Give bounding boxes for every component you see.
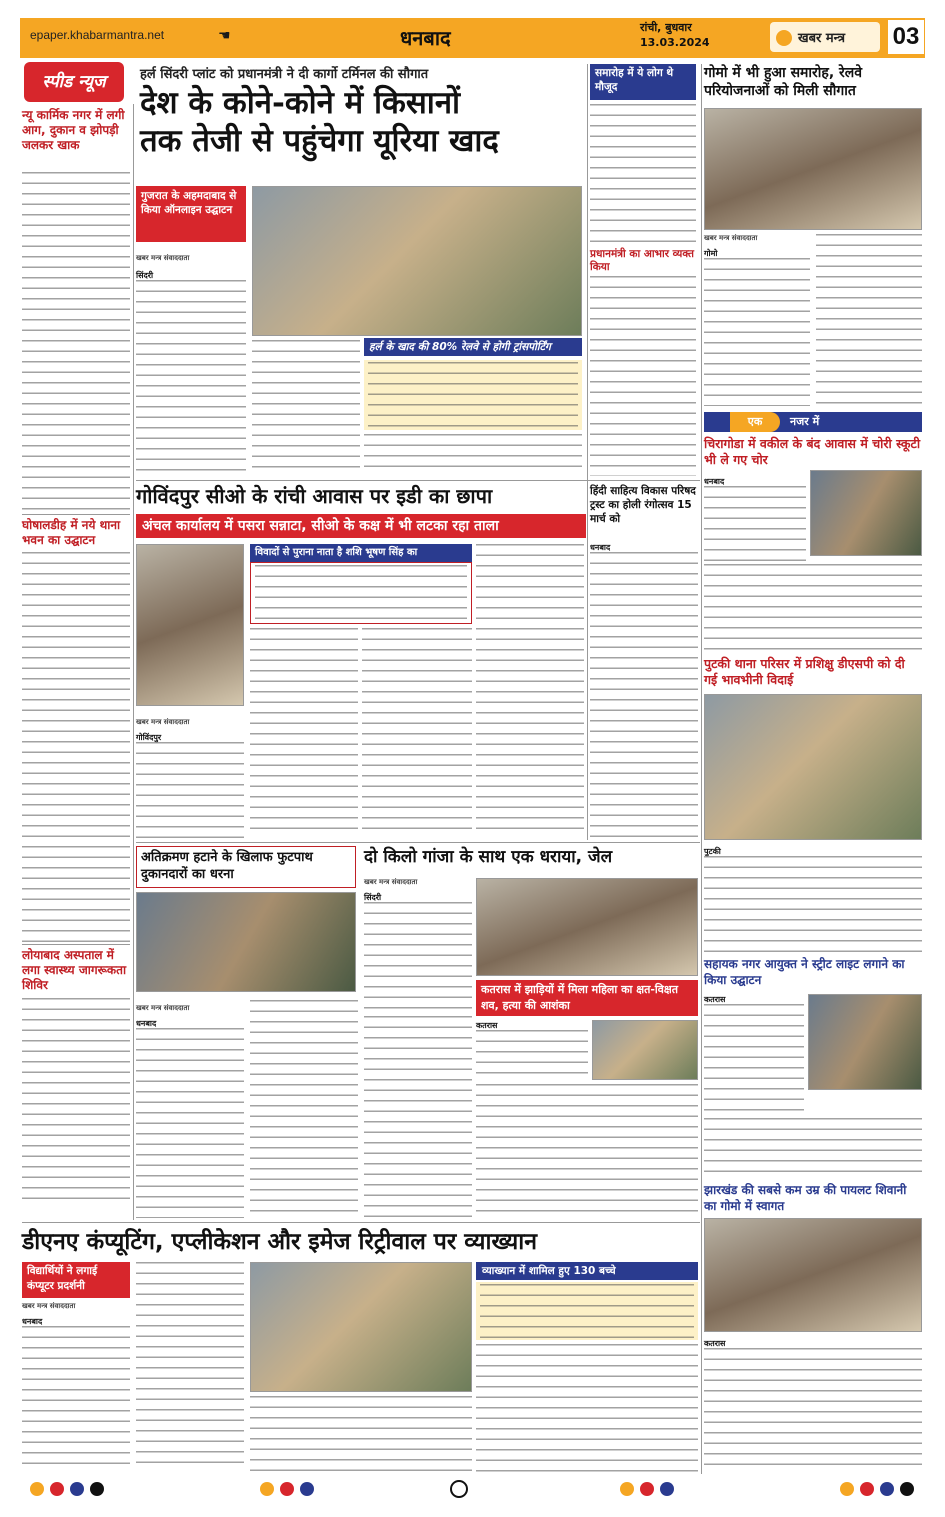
gomo-body-col-1 (704, 258, 810, 406)
katras-body-3 (476, 1084, 698, 1218)
lead-byline: खबर मन्त्र संवाददाता (136, 254, 190, 262)
gomo-headline: गोमो में भी हुआ समारोह, रेलवे परियोजनाओं को मिली सौगात (704, 65, 863, 99)
speed-news-badge: स्पीड न्यूज (24, 62, 124, 102)
atikraman-body-col-1 (136, 1028, 244, 1218)
column-rule (701, 64, 702, 1474)
ed-portrait (136, 544, 244, 706)
ed-byline: खबर मन्त्र संवाददाता (136, 718, 190, 726)
lead-headline-line-2: तक तेजी से पहुंचेगा यूरिया खाद (140, 123, 499, 159)
hindi-sahitya-headline: हिंदी साहित्य विकास परिषद ट्रस्ट का होली रंगोत्सव 15 मार्च को (590, 485, 696, 525)
crosshair-icon (450, 1480, 468, 1498)
putki-headline: पुटकी थाना परिसर में प्रशिक्षु डीएसपी को दी गई भावभीनी विदाई (704, 656, 905, 687)
reg-dot (900, 1482, 914, 1496)
dna-body-col-3 (250, 1396, 472, 1472)
city-name: धनबाद (400, 26, 451, 50)
lead-headline (140, 84, 590, 160)
dna-body-col-2 (136, 1262, 244, 1472)
sahayak-dateline: कतरास (704, 995, 726, 1004)
speed-news-title-2: घोषालडीह में नये थाना भवन का उद्घाटन (22, 518, 121, 547)
dna-strip: व्याख्यान में शामिल हुए 130 बच्चे (476, 1262, 698, 1280)
dna-sub-box: विद्यार्थियों ने लगाई कंप्यूटर प्रदर्शनी (22, 1262, 130, 1298)
katras-dateline: कतरास (476, 1021, 498, 1030)
katras-body-1 (476, 1030, 588, 1080)
putki-photo (704, 694, 922, 840)
dna-headline: डीएनए कंप्यूटिंग, एप्लीकेशन और इमेज रिट्रीवाल पर व्याख्यान (22, 1229, 537, 1255)
atikraman-photo (136, 892, 356, 992)
ed-box-body (250, 562, 472, 624)
gomo-dateline: गोमो (704, 249, 718, 258)
jharkhand-dateline: कतरास (704, 1339, 726, 1348)
katras-photo (592, 1020, 698, 1080)
reg-dot (280, 1482, 294, 1496)
place-day: रांची, बुधवार (640, 21, 692, 34)
chiragoda-body-2 (704, 564, 922, 650)
reg-dot (30, 1482, 44, 1496)
jharkhand-photo (704, 1218, 922, 1332)
ganja-byline: खबर मन्त्र संवाददाता (364, 878, 418, 886)
lead-sub-box: गुजरात के अहमदाबाद से किया ऑनलाइन उद्घाटन (136, 186, 246, 242)
section-rule (22, 1222, 700, 1223)
cursor-icon: ☚ (218, 28, 231, 44)
side-box-body (590, 104, 696, 244)
section-rule (136, 480, 700, 481)
reg-dot (50, 1482, 64, 1496)
lead-body-col-3 (364, 434, 582, 475)
brand-logo: खबर मन्त्र (770, 22, 880, 52)
katras-headline: कतरास में झाड़ियों में मिला महिला का क्षत-विक्षत शव, हत्या की आशंका (476, 980, 698, 1016)
speed-news-body-2 (22, 552, 130, 942)
ed-box-title: विवादों से पुराना नाता है शशि भूषण सिंह का (250, 544, 472, 562)
chiragoda-photo (810, 470, 922, 556)
lead-strip-body (364, 360, 582, 430)
sahayak-body-2 (704, 1118, 922, 1178)
sahayak-headline: सहायक नगर आयुक्त ने स्ट्रीट लाइट लगाने का किया उद्घाटन (704, 957, 905, 987)
speed-news-body-3 (22, 998, 130, 1208)
speed-news-title-1: न्यू कार्मिक नगर में लगी आग, दुकान व झोपड़ी जलकर खाक (22, 108, 125, 152)
ed-strip: अंचल कार्यालय में पसरा सन्नाटा, सीओ के कक्ष में भी लटका रहा ताला (136, 514, 586, 538)
dna-photo (250, 1262, 472, 1392)
atikraman-byline: खबर मन्त्र संवाददाता (136, 1004, 190, 1012)
dna-body-col-1 (22, 1326, 130, 1472)
hindi-sahitya-dateline: धनबाद (590, 543, 611, 552)
divider (22, 944, 130, 945)
reg-dot (620, 1482, 634, 1496)
lead-strip: हर्ल के खाद की 80% रेलवे से होगी ट्रांसपोर्टिंग (364, 338, 582, 356)
ed-body-col-4 (476, 544, 584, 838)
ek-nazar-label-2: नजर में (790, 415, 820, 428)
reg-dot (860, 1482, 874, 1496)
lead-body-col-2 (252, 340, 360, 475)
lead-body-col-1 (136, 280, 246, 475)
gomo-photo (704, 108, 922, 230)
section-rule (136, 842, 700, 843)
dna-dateline: धनबाद (22, 1317, 43, 1326)
putki-body (704, 856, 922, 952)
column-rule (587, 64, 588, 840)
reg-dot (880, 1482, 894, 1496)
ganja-headline: दो किलो गांजा के साथ एक धराया, जेल (364, 847, 613, 867)
ed-body-col-3 (362, 628, 472, 838)
column-rule (133, 104, 134, 1220)
dateline (640, 20, 710, 50)
ed-body-col-1 (136, 742, 244, 838)
reg-dot (840, 1482, 854, 1496)
jharkhand-headline: झारखंड की सबसे कम उम्र की पायलट शिवानी का गोमो में स्वागत (704, 1183, 907, 1213)
site-url[interactable]: epaper.khabarmantra.net (30, 28, 165, 42)
putki-dateline: पुटकी (704, 847, 721, 856)
ganja-body (364, 902, 472, 1012)
atikraman-headline: अतिक्रमण हटाने के खिलाफ फुटपाथ दुकानदारों का धरना (141, 850, 313, 882)
ed-body-col-2 (250, 628, 358, 838)
atikraman-body-col-2 (250, 1000, 358, 1218)
side-box-title: समारोह में ये लोग थे मौजूद (590, 64, 696, 100)
lead-photo (252, 186, 582, 336)
gomo-byline: खबर मन्त्र संवाददाता (704, 234, 758, 242)
atikraman-dateline: धनबाद (136, 1019, 157, 1028)
ek-nazar-label: एक (730, 412, 780, 432)
reg-dot (90, 1482, 104, 1496)
hindi-sahitya-body (590, 552, 698, 838)
jharkhand-body (704, 1348, 922, 1472)
sahayak-photo (808, 994, 922, 1090)
lead-dateline: सिंदरी (136, 271, 154, 280)
dna-body-col-4 (476, 1344, 698, 1472)
dna-strip-body (476, 1282, 698, 1340)
page-number: 03 (888, 20, 924, 54)
logo-icon (776, 30, 792, 46)
gomo-body-col-2 (816, 234, 922, 406)
reg-dot (260, 1482, 274, 1496)
reg-dot (640, 1482, 654, 1496)
chiragoda-headline: चिरागोडा में वकील के बंद आवास में चोरी स्कूटी भी ले गए चोर (704, 436, 921, 467)
chiragoda-body-1 (704, 486, 806, 562)
atikraman-headline-box (136, 846, 356, 888)
reg-dot (300, 1482, 314, 1496)
divider (22, 514, 130, 515)
speed-news-title-3: लोयाबाद अस्पताल में लगा स्वास्थ्य जागरूकता शिविर (22, 948, 127, 992)
chiragoda-dateline: धनबाद (704, 477, 725, 486)
ganja-photo (476, 878, 698, 976)
ed-headline: गोविंदपुर सीओ के रांची आवास पर इडी का छापा (136, 484, 493, 508)
reg-dot (70, 1482, 84, 1496)
side-box-sub: प्रधानमंत्री का आभार व्यक्त किया (590, 248, 694, 273)
lead-headline-line-1: देश के कोने-कोने में किसानों (140, 85, 461, 121)
reg-dot (660, 1482, 674, 1496)
lead-kicker: हर्ल सिंदरी प्लांट को प्रधानमंत्री ने दी कार्गो टर्मिनल की सौगात (140, 67, 429, 82)
katras-body-2 (364, 1016, 472, 1218)
speed-news-body-1 (22, 172, 130, 512)
side-box-sub-body (590, 276, 696, 476)
dna-byline: खबर मन्त्र संवाददाता (22, 1302, 76, 1310)
registration-marks (20, 1482, 925, 1504)
ganja-dateline: सिंदरी (364, 893, 382, 902)
ed-dateline: गोविंदपुर (136, 733, 162, 742)
issue-date: 13.03.2024 (640, 36, 710, 49)
sahayak-body-1 (704, 1004, 804, 1116)
